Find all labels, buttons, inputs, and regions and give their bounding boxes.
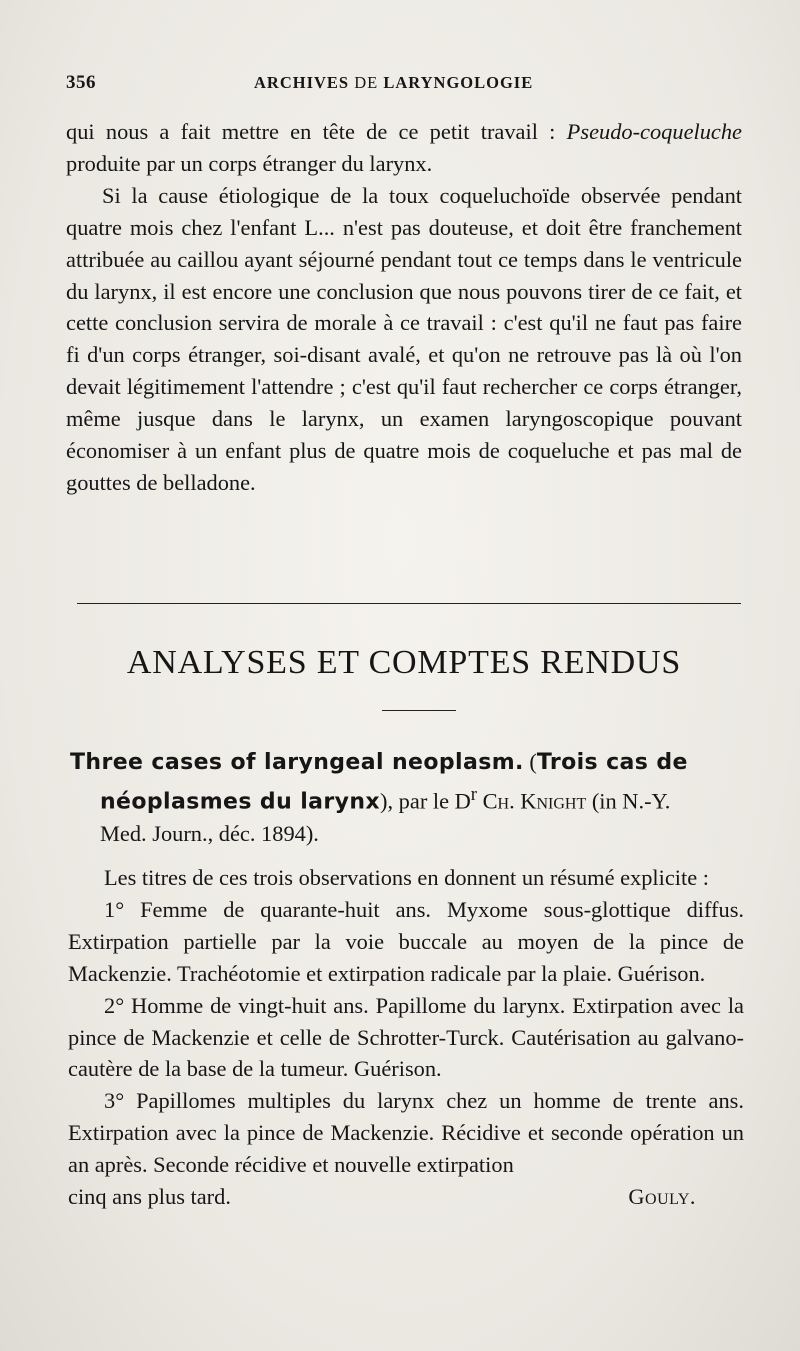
journal-title <box>254 73 533 93</box>
case-3: 3° Papillomes multiples du larynx chez un homme de trente ans. Extirpation avec la pince de Mackenzie. Récidive et seconde opération un an après. Seconde récidive et nouvelle extirpation <box>68 1088 744 1178</box>
review-source: Med. Journ., déc. 1894). <box>100 821 319 847</box>
intro-p1-italic: Pseudo-coqueluche <box>566 119 742 144</box>
case-3-last-line <box>68 1181 744 1213</box>
review-title-french-1: Trois cas de <box>536 750 688 775</box>
review-title-rest-2: (in N.-Y. <box>586 788 671 814</box>
page-number: 356 <box>66 72 96 93</box>
intro-p1-rest: produite par un corps étranger du larynx. <box>66 150 433 176</box>
section-title: ANALYSES ET COMPTES RENDUS <box>126 644 682 681</box>
section-divider <box>77 603 741 604</box>
review-author: Ch. Knight <box>477 788 587 814</box>
case-1: 1° Femme de quarante-huit ans. Myxome sous-glottique diffus. Extirpation partielle par la voie buccale au moyen de la pince de Mackenzie. Trachéotomie et extirpation radicale par la plaie. Guérison. <box>68 896 744 986</box>
intro-paragraph-1 <box>66 116 742 180</box>
review-body <box>68 862 744 1213</box>
review-title-sup: r <box>470 784 478 805</box>
case-3-tail: cinq ans plus tard. <box>68 1184 231 1210</box>
journal-title-word-2: DE <box>354 73 379 92</box>
review-intro-paragraph: Les titres de ces trois observations en donnent un résumé explicite : <box>104 865 710 890</box>
intro-text <box>66 116 742 499</box>
review-heading-line-2 <box>70 779 742 818</box>
journal-title-word-3: LARYNGOLOGIE <box>383 73 534 92</box>
case-2: 2° Homme de vingt-huit ans. Papillome du larynx. Extirpation avec la pince de Mackenzie et celle de Schrotter-Turck. Cautérisation au galvano-cautère de la base de la tumeur. Guérison. <box>68 992 744 1082</box>
review-title-english: Three cases of laryngeal neoplasm. <box>70 750 524 775</box>
intro-p1-text: qui nous a fait mettre en tête de ce petit travail : <box>66 119 567 144</box>
running-head <box>66 72 740 98</box>
review-heading <box>70 746 742 850</box>
title-underline <box>382 710 456 711</box>
intro-paragraph-2: Si la cause étiologique de la toux coqueluchoïde observée pendant quatre mois chez l'enfant L... n'est pas douteuse, et doit être franchement attribuée au caillou ayant séjourné pendant tout ce temps dans le ventricule du larynx, il est encore une conclusion que nous pouvons tirer de ce fait, et cette conclusion servira de morale à ce travail : c'est qu'il ne faut pas faire fi d'un corps étranger, soi-disant avalé, et qu'on ne retrouve pas là où l'on devait légitimement l'attendre ; c'est qu'il faut rechercher ce corps étranger, même jusque dans le larynx, un examen laryngoscopique pouvant économiser à un enfant plus de quatre mois de coqueluche et pas mal de gouttes de belladone. <box>66 182 742 495</box>
review-title-rest-1: ), par le D <box>380 788 471 814</box>
reviewer-signature: Gouly. <box>628 1184 696 1210</box>
review-title-paren: ( <box>523 749 537 774</box>
journal-title-word-1: ARCHIVES <box>254 73 350 92</box>
review-title-french-2: néoplasmes du larynx <box>100 789 381 815</box>
